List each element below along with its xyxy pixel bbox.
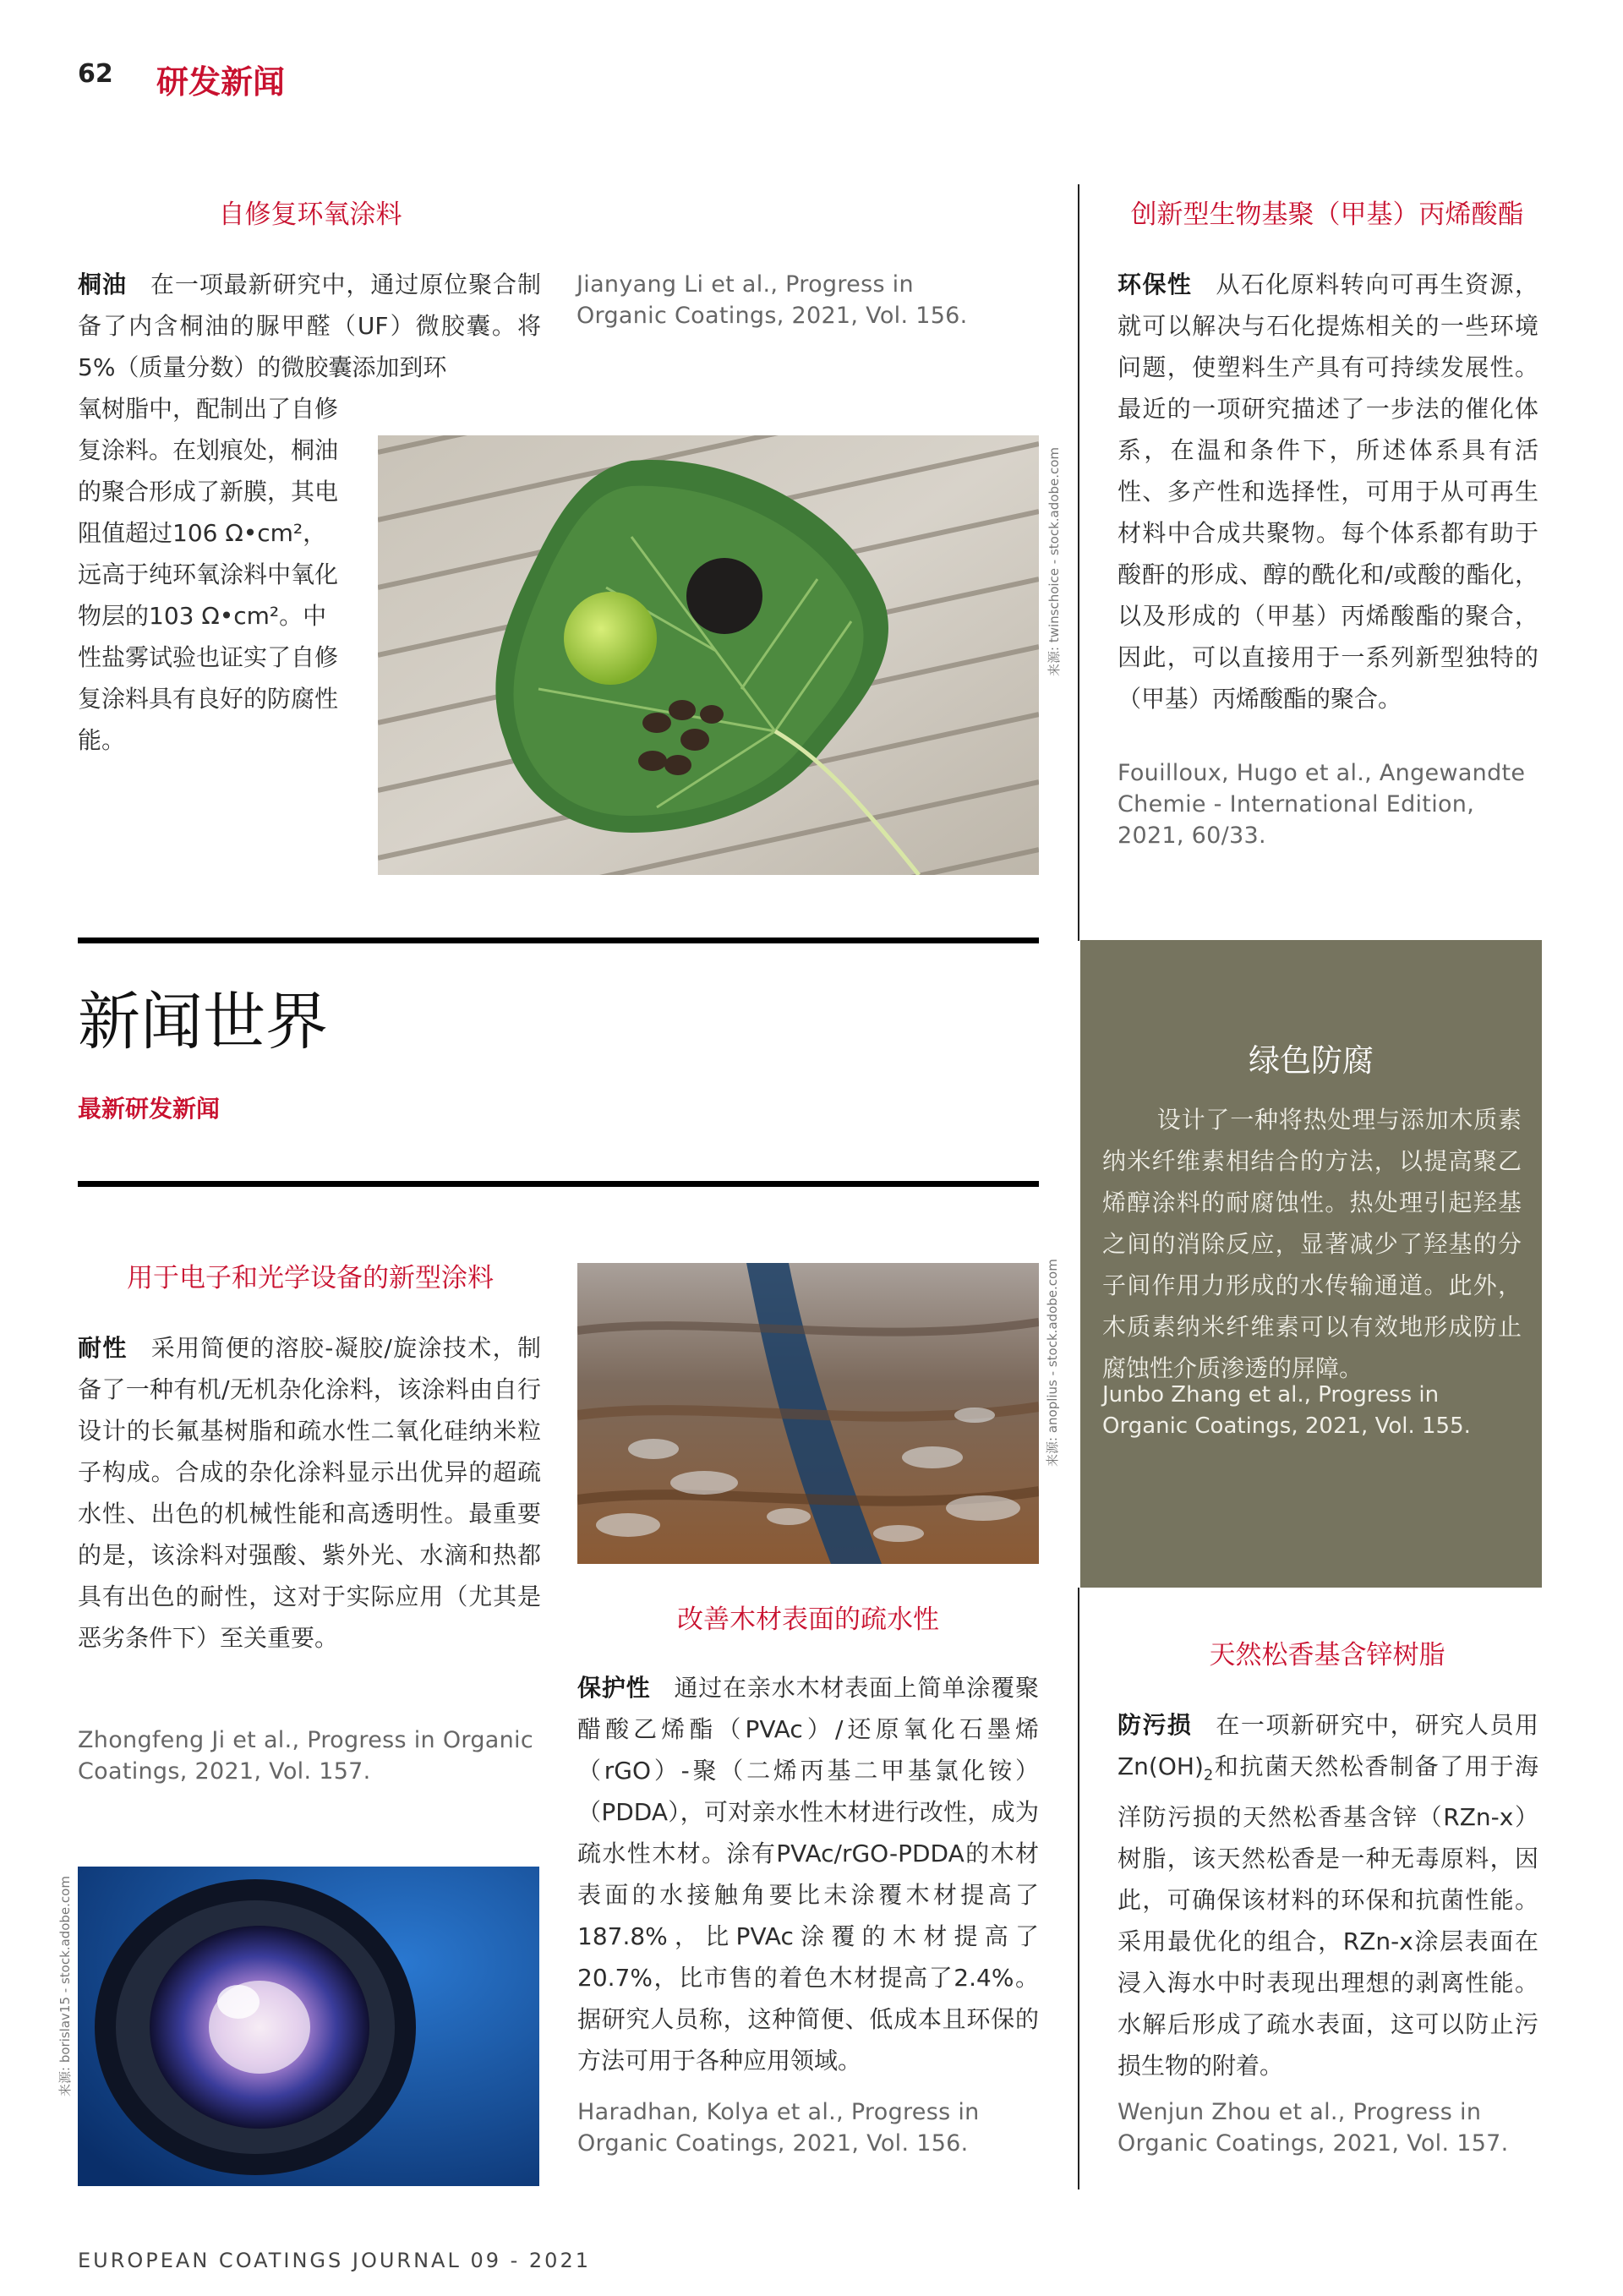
- photo-wet-wood: [577, 1263, 1039, 1564]
- sidebar-body: 设计了一种将热处理与添加木质素纳米纤维素相结合的方法，以提高聚乙烯醇涂料的耐腐蚀性。热处理引起羟基之间的消除反应，显著减少了羟基的分子间作用力形成的水传输通道。此外，木质素纳米纤维素可以有效地形成防止腐蚀性介质渗透的屏障。: [1102, 1106, 1522, 1382]
- article-text: 和抗菌天然松香制备了用于海洋防污损的天然松香基含锌（RZn-x）树脂，该天然松香是一种无毒原料，因此，可确保该材料的环保和抗菌性能。采用最优化的组合，RZn-x涂层表面在浸入海水中时表现出理想的剥离性能。水解后形成了疏水表面，这可以防止污损生物的附着。: [1118, 1752, 1538, 2080]
- page-subheading: 最新研发新闻: [78, 1095, 221, 1123]
- column-divider: [1078, 184, 1079, 941]
- article-text: 通过在亲水木材表面上简单涂覆聚醋酸乙烯酯（PVAc）/还原氧化石墨烯（rGO）-聚（二烯丙基二甲基氯化铵）（PDDA），可对亲水性木材进行改性，成为疏水性木材。涂有PVAc/rGO-PDDA的木材表面的水接触角要比未涂覆木材提高了187.8%，比PVAc涂覆的木材提高了20.7%，比市售的着色木材提高了2.4%。据研究人员称，这种简便、低成本且环保的方法可用于各种应用领域。: [577, 1674, 1039, 2075]
- sidebar-title: 绿色防腐: [1249, 1042, 1374, 1079]
- article-body: [1118, 1704, 1538, 2086]
- leaf-photo-graphic: [378, 435, 1039, 875]
- article-citation: Fouilloux, Hugo et al., Angewandte Chemie - International Edition, 2021, 60/33.: [1118, 760, 1526, 849]
- chemical-formula: Zn(OH): [1118, 1752, 1204, 1780]
- sidebar-text: [1102, 1099, 1522, 1389]
- article-text: 采用简便的溶胶-凝胶/旋涂技术，制备了一种有机/无机杂化涂料，该涂料由自行设计的长氟基树脂和疏水性二氧化硅纳米粒子构成。合成的杂化涂料显示出优异的超疏水性、出色的机械性能和高透明性。最重要的是，该涂料对强酸、紫外光、水滴和热都具有出色的耐性，这对于实际应用（尤其是恶劣条件下）至关重要。: [78, 1334, 541, 1652]
- article-lead: 桐油: [78, 271, 127, 298]
- article-citation: Wenjun Zhou et al., Progress in Organic Coatings, 2021, Vol. 157.: [1118, 2099, 1509, 2157]
- lens-photo-graphic: [78, 1867, 539, 2186]
- green-sidebar-box: [1080, 940, 1542, 1588]
- article-lead: 环保性: [1118, 271, 1193, 298]
- article-text: 氧树脂中，配制出了自修复涂料。在划痕处，桐油的聚合形成了新膜，其电阻值超过106 Ω•cm²，远高于纯环氧涂料中氧化物层的103 Ω•cm²。中性盐雾试验也证实了自修复涂料具有良好的防腐性能。: [78, 395, 339, 754]
- article-lead: 保护性: [577, 1674, 651, 1702]
- photo-credit: 来源: borislav15 - stock.adobe.com: [57, 1876, 73, 2096]
- article-title: 自修复环氧涂料: [218, 200, 402, 230]
- article-title: 改善木材表面的疏水性: [677, 1604, 939, 1635]
- article-citation: Jianyang Li et al., Progress in Organic Coatings, 2021, Vol. 156.: [577, 271, 968, 329]
- article-body: [78, 264, 541, 388]
- article-title: 用于电子和光学设备的新型涂料: [127, 1263, 494, 1293]
- heading-rule-top: [78, 938, 1039, 943]
- article-title: 天然松香基含锌树脂: [1209, 1640, 1445, 1670]
- article-body: [1118, 264, 1538, 719]
- column-divider-lower: [1078, 1588, 1079, 2189]
- article-citation: Zhongfeng Ji et al., Progress in Organic Coatings, 2021, Vol. 157.: [78, 1727, 533, 1785]
- sidebar-citation: Junbo Zhang et al., Progress in Organic Coatings, 2021, Vol. 155.: [1102, 1382, 1471, 1439]
- page-heading: 新闻世界: [78, 986, 328, 1058]
- section-title: 研发新闻: [156, 63, 286, 101]
- article-body-continued: [78, 388, 342, 761]
- article-text: 从石化原料转向可再生资源，就可以解决与石化提炼相关的一些环境问题，使塑料生产具有可持续发展性。最近的一项研究描述了一步法的催化体系，在温和条件下，所述体系具有活性、多产性和选择性，可用于从可再生材料中合成共聚物。每个体系都有助于酸酐的形成、醇的酰化和/或酸的酯化，以及形成的（甲基）丙烯酸酯的聚合，因此，可以直接用于一系列新型独特的（甲基）丙烯酸酯的聚合。: [1118, 271, 1538, 713]
- photo-credit: 来源: twinschoice - stock.adobe.com: [1046, 446, 1062, 676]
- article-body: [78, 1327, 541, 1659]
- article-text: 在一项最新研究中，通过原位聚合制备了内含桐油的脲甲醛（UF）微胶囊。将5%（质量分数）的微胶囊添加到环: [78, 271, 541, 381]
- article-citation: Haradhan, Kolya et al., Progress in Organic Coatings, 2021, Vol. 156.: [577, 2099, 980, 2157]
- article-lead: 防污损: [1118, 1711, 1193, 1739]
- photo-camera-lens: [78, 1867, 539, 2186]
- article-text: 在一项新研究中，研究人员用: [1216, 1711, 1538, 1739]
- article-title: 创新型生物基聚（甲基）丙烯酸酯: [1130, 200, 1524, 230]
- photo-credit: 来源: anoplius - stock.adobe.com: [1045, 1259, 1060, 1467]
- page-number: 62: [78, 59, 113, 89]
- article-body: [577, 1667, 1039, 2081]
- wood-photo-graphic: [577, 1263, 1039, 1564]
- footer-journal: EUROPEAN COATINGS JOURNAL 09 - 2021: [78, 2249, 591, 2272]
- formula-subscript: 2: [1203, 1766, 1214, 1785]
- photo-leaf-nuts: [378, 435, 1039, 875]
- article-lead: 耐性: [78, 1334, 128, 1362]
- heading-rule-bottom: [78, 1181, 1039, 1187]
